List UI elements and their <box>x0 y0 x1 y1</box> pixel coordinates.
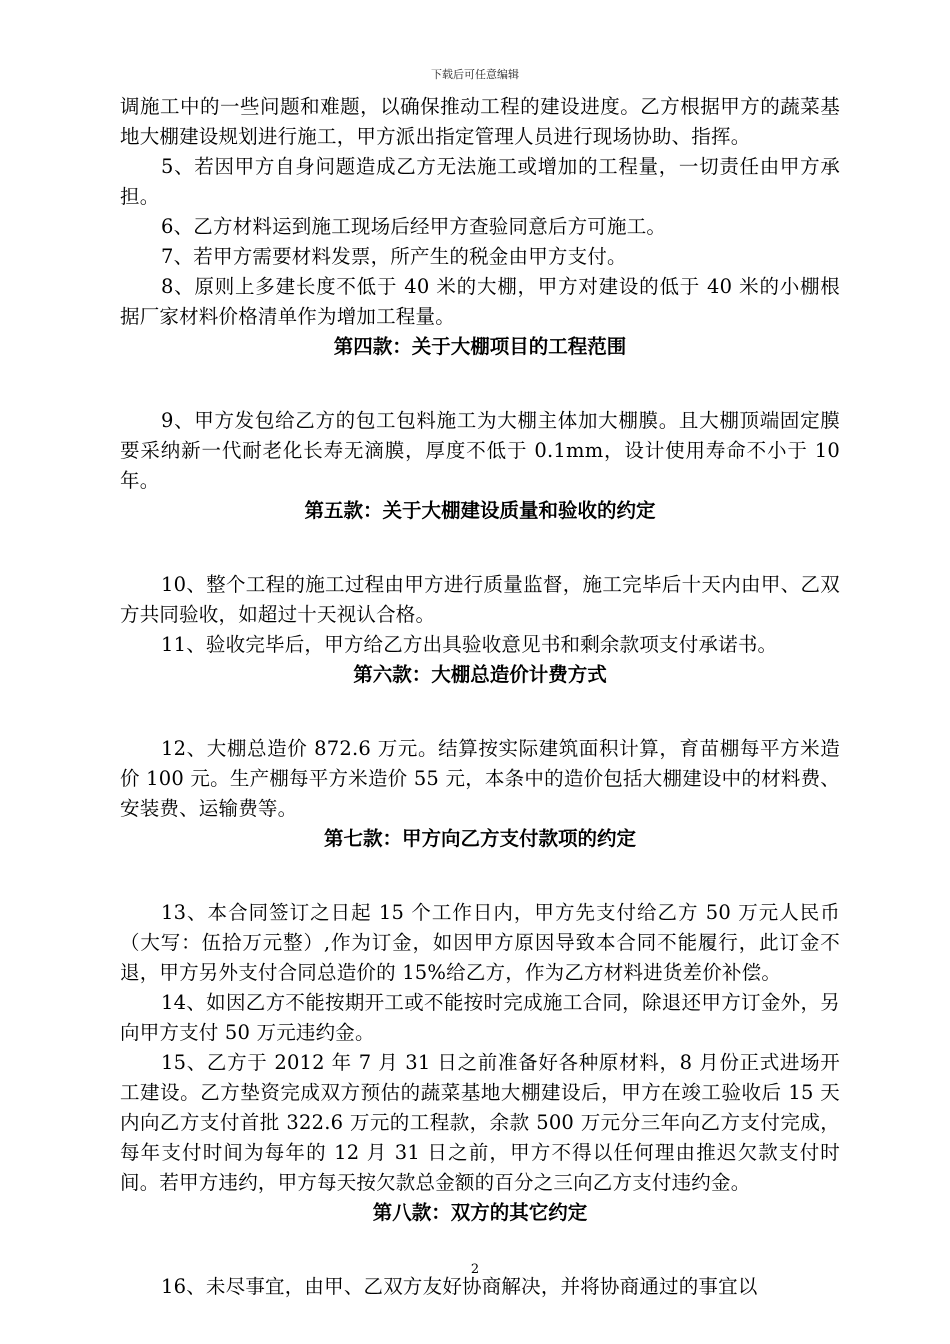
section-heading-5: 第五款：关于大棚建设质量和验收的约定 <box>304 499 656 522</box>
clause-8: 8、原则上多建长度不低于 40 米的大棚，甲方对建设的低于 40 米的小棚根据厂家材料价格清单作为增加工程量。 <box>120 275 840 328</box>
clause-12: 12、大棚总造价 872.6 万元。结算按实际建筑面积计算，育苗棚每平方米造价 100 元。生产棚每平方米造价 55 元，本条中的造价包括大棚建设中的材料费、安装费、运输费等。 <box>120 737 840 820</box>
spacer <box>120 362 840 406</box>
clause-13: 13、本合同签订之日起 15 个工作日内，甲方先支付给乙方 50 万元人民币（大写：伍拾万元整）,作为订金，如因甲方原因导致本合同不能履行，此订金不退，甲方另外支付合同总造价的 15%给乙方，作为乙方材料进货差价补偿。 <box>120 901 840 984</box>
clause-10: 10、整个工程的施工过程由甲方进行质量监督，施工完毕后十天内由甲、乙双方共同验收，如超过十天视认合格。 <box>120 573 840 626</box>
spacer <box>120 690 840 734</box>
document-body <box>120 92 840 1302</box>
clause-6: 6、乙方材料运到施工现场后经甲方查验同意后方可施工。 <box>161 215 667 238</box>
section-heading-6: 第六款：大棚总造价计费方式 <box>353 663 607 686</box>
section-heading-8: 第八款：双方的其它约定 <box>372 1201 588 1224</box>
clause-16: 16、未尽事宜，由甲、乙双方友好协商解决，并将协商通过的事宜以 <box>161 1275 758 1298</box>
clause-11: 11、验收完毕后，甲方给乙方出具验收意见书和剩余款项支付承诺书。 <box>161 633 778 656</box>
section-heading-7: 第七款：甲方向乙方支付款项的约定 <box>323 827 636 850</box>
section-heading-4: 第四款：关于大棚项目的工程范围 <box>333 335 627 358</box>
clause-7: 7、若甲方需要材料发票，所产生的税金由甲方支付。 <box>161 245 627 268</box>
clause-9: 9、甲方发包给乙方的包工包料施工为大棚主体加大棚膜。且大棚顶端固定膜要采纳新一代耐老化长寿无滴膜，厚度不低于 0.1mm，设计使用寿命不小于 10 年。 <box>120 409 840 492</box>
clause-14: 14、如因乙方不能按期开工或不能按时完成施工合同，除退还甲方订金外，另向甲方支付 50 万元违约金。 <box>120 991 840 1044</box>
clause-5: 5、若因甲方自身问题造成乙方无法施工或增加的工程量，一切责任由甲方承担。 <box>120 155 840 208</box>
spacer <box>120 526 840 570</box>
page-number: 2 <box>470 1262 480 1277</box>
page-header: 下载后可任意编辑 <box>431 68 519 81</box>
clause-15: 15、乙方于 2012 年 7 月 31 日之前准备好各种原材料，8 月份正式进场开工建设。乙方垫资完成双方预估的蔬菜基地大棚建设后，甲方在竣工验收后 15 天内向乙方支付首批 322.6 万元的工程款，余款 500 万元分三年向乙方支付完成，每年支付时间为每年的 12 月 31 日之前，甲方不得以任何理由推迟欠款支付时间。若甲方违约，甲方每天按欠款总金额的百分之三向乙方支付违约金。 <box>120 1051 840 1194</box>
paragraph-continued: 调施工中的一些问题和难题，以确保推动工程的建设进度。乙方根据甲方的蔬菜基地大棚建设规划进行施工，甲方派出指定管理人员进行现场协助、指挥。 <box>120 95 840 148</box>
spacer <box>120 854 840 898</box>
